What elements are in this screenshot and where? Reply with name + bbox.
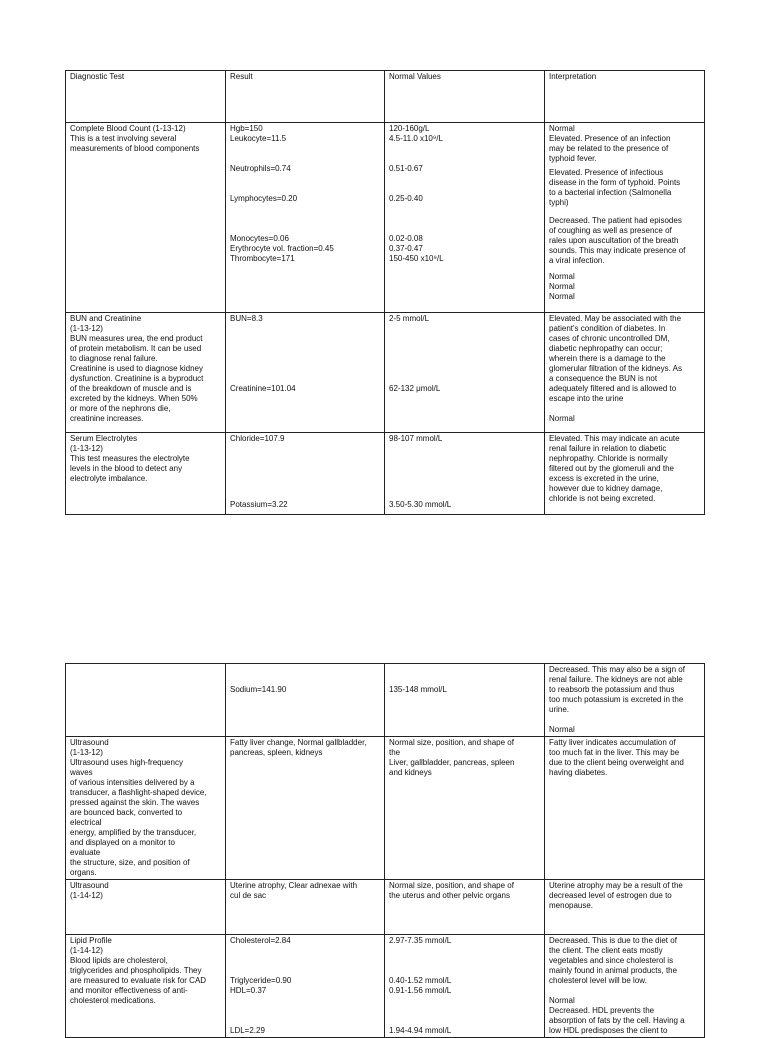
lytes-test-cell: Serum Electrolytes (1-13-12) This test measures the electrolyte levels in the blood to detect any electrolyte imbalance. [66, 433, 226, 515]
sodium-result-cell: Sodium=141.90 [226, 664, 385, 737]
ultrasound1-result-cell: Fatty liver change, Normal gallbladder, pancreas, spleen, kidneys [226, 737, 385, 880]
ultrasound1-normal-cell: Normal size, position, and shape of the Liver, gallbladder, pancreas, spleen and kidneys [385, 737, 545, 880]
header-normal-values: Normal Values [385, 71, 545, 123]
lytes-interpretation-cell: Elevated. This may indicate an acute renal failure in relation to diabetic nephropathy. Chloride is normally filtered out by the glomeruli and the excess is excreted in the urine, however due to kidney damage, chloride is not being excreted. [545, 433, 705, 515]
ultrasound2-result-cell: Uterine atrophy, Clear adnexae with cul de sac [226, 880, 385, 935]
cbc-normal-cell: 120-160g/L 4.5-11.0 x10⁹/L 0.51-0.67 0.25-0.40 0.02-0.08 0.37-0.47 150-450 x10⁹/L [385, 123, 545, 313]
bun-normal-cell: 2-5 mmol/L 62-132 μmol/L [385, 313, 545, 433]
header-result: Result [226, 71, 385, 123]
bun-interpretation-cell: Elevated. May be associated with the patient's condition of diabetes. In cases of chronic uncontrolled DM, diabetic nephropathy can occur; wherein there is a damage to the glomerular filtration of the kidneys. As a consequence the BUN is not adequately filtered and is allowed to escape into the urine Normal [545, 313, 705, 433]
table-row-ultrasound-1 [66, 737, 705, 880]
lipid-test-cell: Lipid Profile (1-14-12) Blood lipids are cholesterol, triglycerides and phospholipids. They are measured to evaluate risk for CAD and monitor effectiveness of anti- cholesterol medications. [66, 935, 226, 1038]
ultrasound2-test-cell: Ultrasound (1-14-12) [66, 880, 226, 935]
table-row-serum-electrolytes [66, 433, 705, 515]
diagnostic-table-2 [65, 663, 705, 1038]
ultrasound1-test-cell: Ultrasound (1-13-12) Ultrasound uses high-frequency waves of various intensities delivered by a transducer, a flashlight-shaped device, pressed against the skin. The waves are bounced back, converted to electrical energy, amplified by the transducer, and displayed on a monitor to evaluate the structure, size, and position of organs. [66, 737, 226, 880]
cbc-interpretation-cell: Normal Elevated. Presence of an infection may be related to the presence of typhoid fever. Elevated. Presence of infectious disease in the form of typhoid. Points to a bacterial infection (Salmonella typhi) Decreased. The patient had episodes of coughing as well as presence of rales upon auscultation of the breath sounds. This may indicate presence of a viral infection. Normal Normal Normal [545, 123, 705, 313]
table-header-row [66, 71, 705, 123]
lytes-normal-cell: 98-107 mmol/L 3.50-5.30 mmol/L [385, 433, 545, 515]
lipid-normal-cell: 2.97-7.35 mmol/L 0.40-1.52 mmol/L 0.91-1.56 mmol/L 1.94-4.94 mmol/L [385, 935, 545, 1038]
table-row-sodium [66, 664, 705, 737]
bun-test-cell: BUN and Creatinine (1-13-12) BUN measures urea, the end product of protein metabolism. It can be used to diagnose renal failure. Creatinine is used to diagnose kidney dysfunction. Creatinine is a byproduct of the breakdown of muscle and is excreted by the kidneys. When 50% or more of the nephrons die, creatinine increases. [66, 313, 226, 433]
lipid-result-cell: Cholesterol=2.84 Triglyceride=0.90 HDL=0.37 LDL=2.29 [226, 935, 385, 1038]
cbc-test-cell: Complete Blood Count (1-13-12) This is a test involving several measurements of blood components [66, 123, 226, 313]
diagnostic-table-1 [65, 70, 705, 515]
sodium-test-cell [66, 664, 226, 737]
lytes-result-cell: Chloride=107.9 Potassium=3.22 [226, 433, 385, 515]
ultrasound2-interpretation-cell: Uterine atrophy may be a result of the decreased level of estrogen due to menopause. [545, 880, 705, 935]
sodium-interpretation-cell: Decreased. This may also be a sign of renal failure. The kidneys are not able to reabsorb the potassium and thus too much potassium is excreted in the urine. Normal [545, 664, 705, 737]
cbc-result-cell: Hgb=150 Leukocyte=11.5 Neutrophils=0.74 Lymphocytes=0.20 Monocytes=0.06 Erythrocyte vol. fraction=0.45 Thrombocyte=171 [226, 123, 385, 313]
ultrasound1-interpretation-cell: Fatty liver indicates accumulation of too much fat in the liver. This may be due to the client being overweight and having diabetes. [545, 737, 705, 880]
table-row-lipid-profile [66, 935, 705, 1038]
lipid-interpretation-cell: Decreased. This is due to the diet of the client. The client eats mostly vegetables and since cholesterol is mainly found in animal products, the cholesterol level will be low. Normal Decreased. HDL prevents the absorption of fats by the cell. Having a low HDL predisposes the client to [545, 935, 705, 1038]
table-row-cbc [66, 123, 705, 313]
table-row-ultrasound-2 [66, 880, 705, 935]
sodium-normal-cell: 135-148 mmol/L [385, 664, 545, 737]
header-diagnostic-test: Diagnostic Test [66, 71, 226, 123]
ultrasound2-normal-cell: Normal size, position, and shape of the uterus and other pelvic organs [385, 880, 545, 935]
header-interpretation: Interpretation [545, 71, 705, 123]
bun-result-cell: BUN=8.3 Creatinine=101.04 [226, 313, 385, 433]
table-row-bun-creatinine [66, 313, 705, 433]
